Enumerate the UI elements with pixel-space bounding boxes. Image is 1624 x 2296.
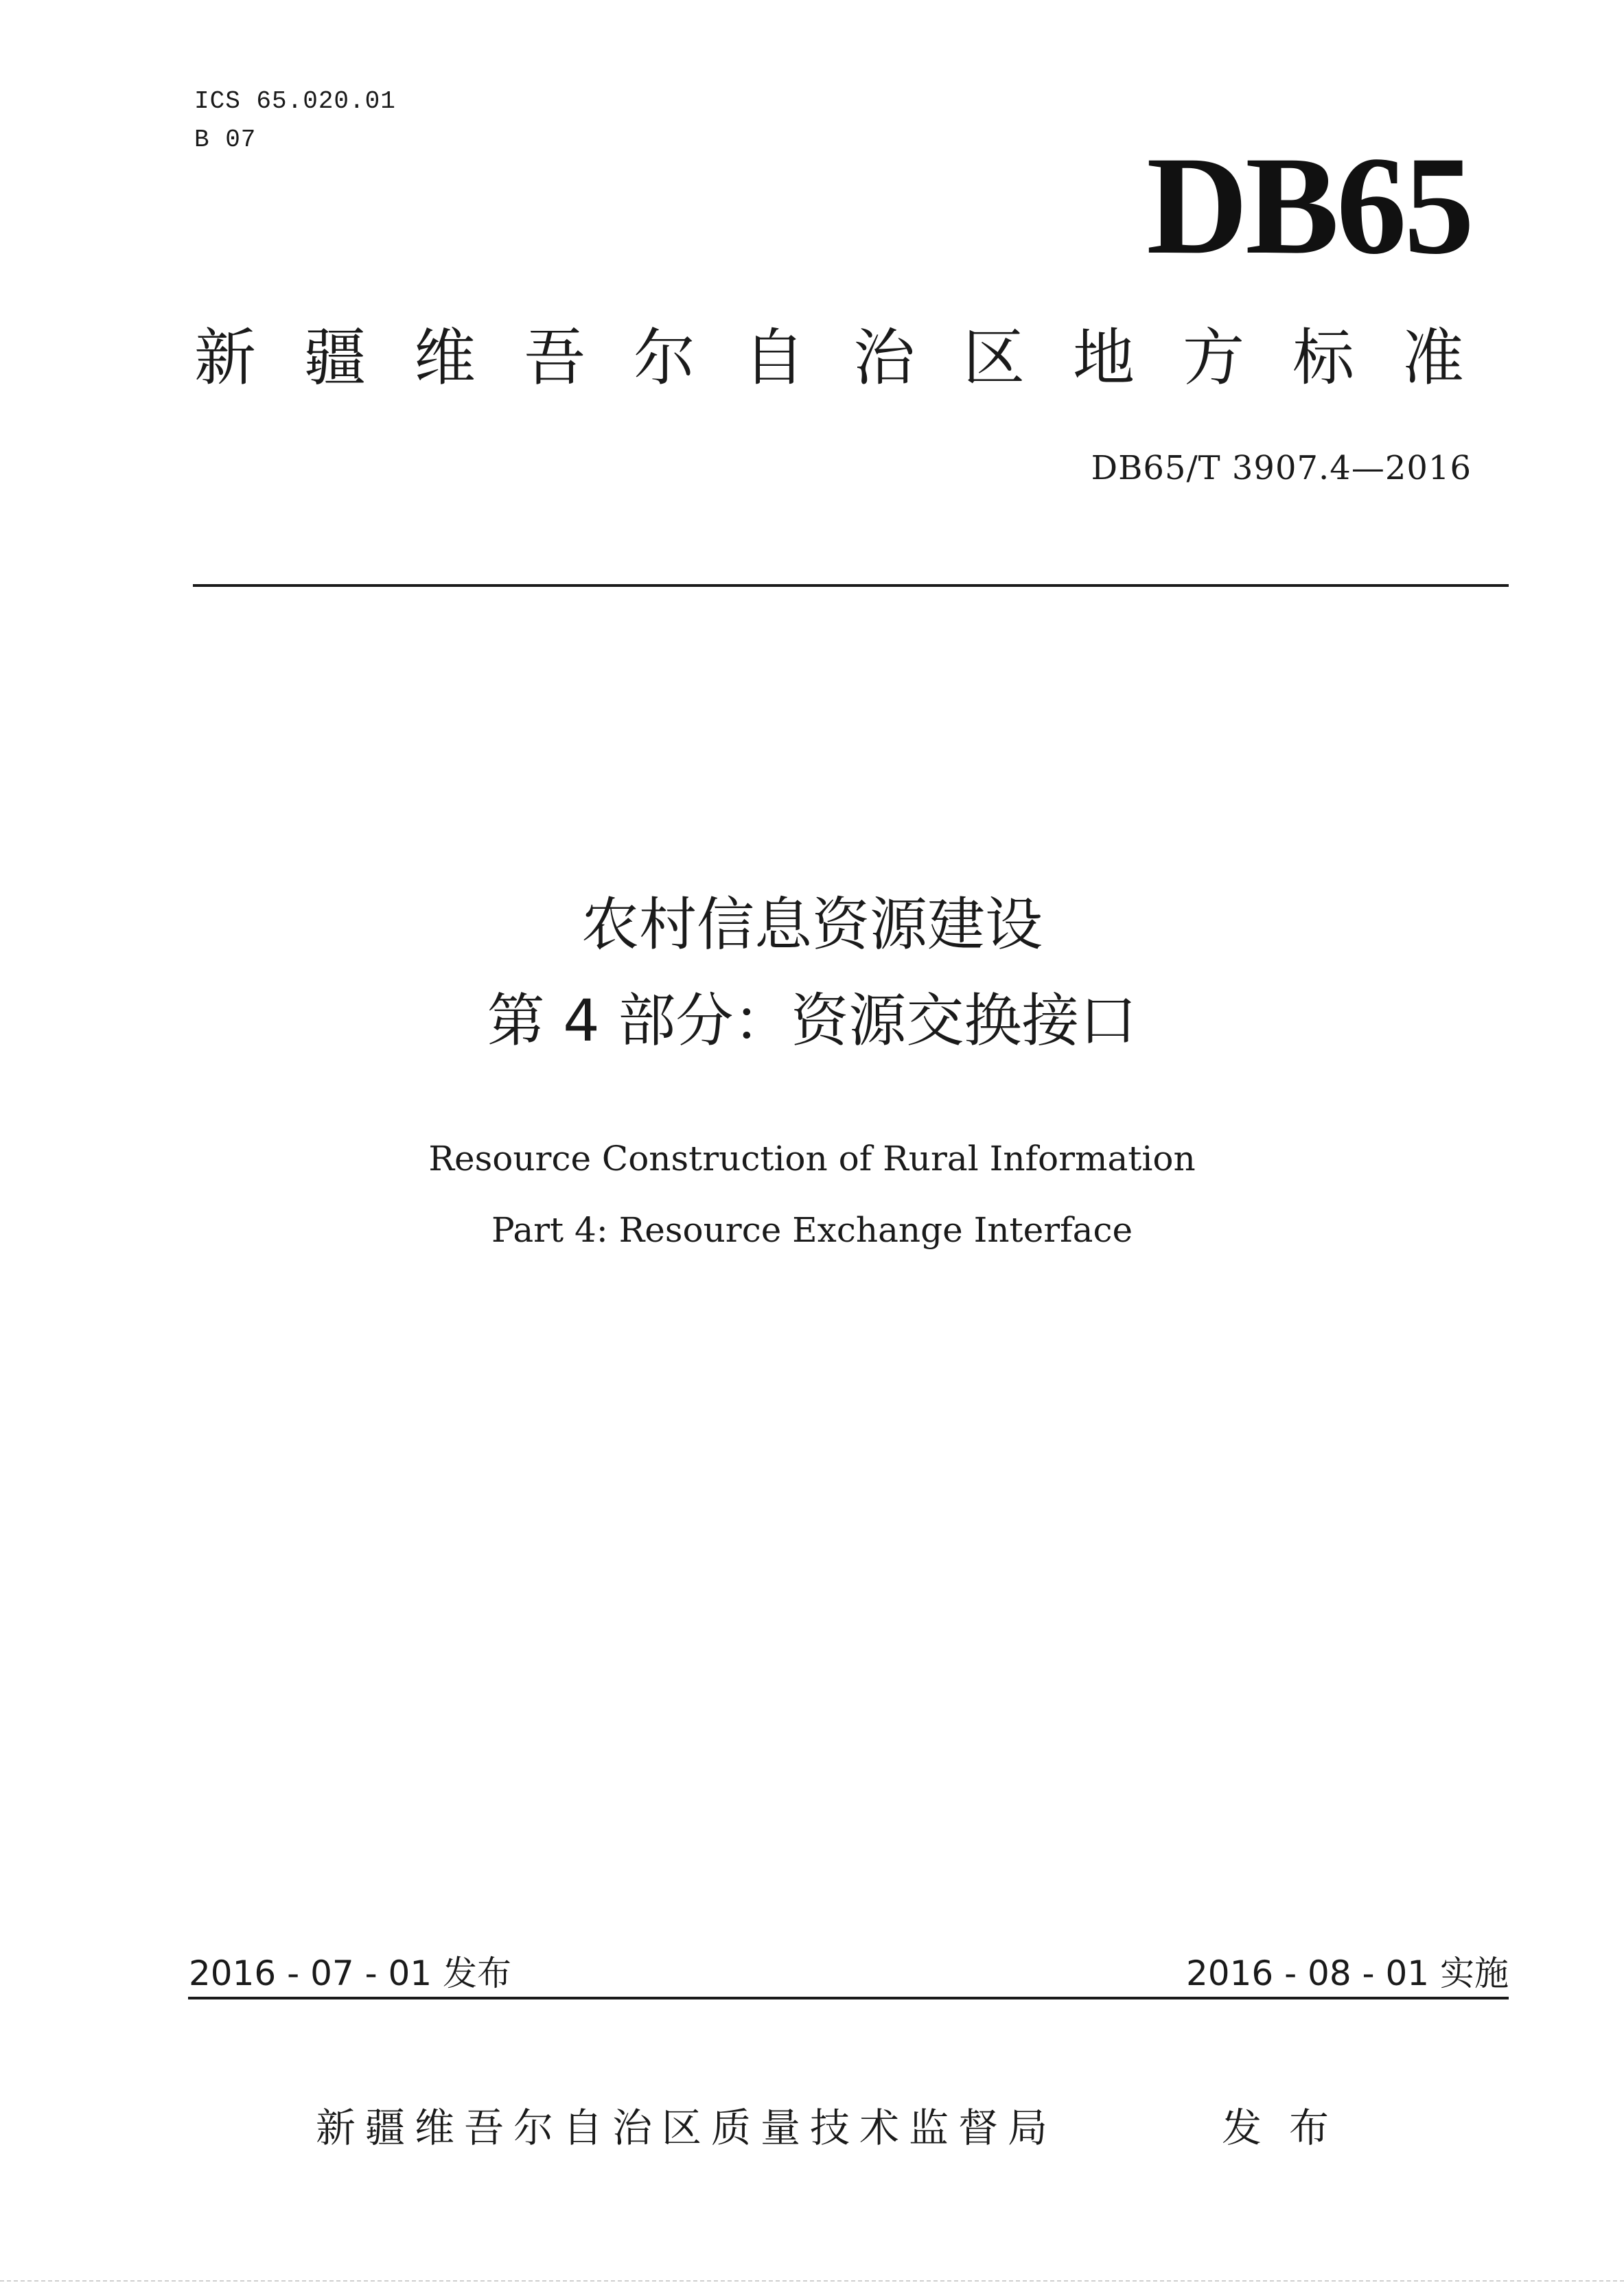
db65-logo: DB65 xyxy=(1146,128,1472,283)
publish-label: 发布 xyxy=(1222,2104,1357,2151)
standard-type-title: 新疆维吾尔自治区地方标准 xyxy=(194,322,1512,394)
standard-number: DB65/T 3907.4—2016 xyxy=(1091,449,1472,487)
classification-codes xyxy=(194,82,396,159)
ics-code: ICS 65.020.01 xyxy=(194,87,396,115)
chinese-title-line-1: 农村信息资源建设 xyxy=(581,891,1043,958)
chinese-title-line-2: 第 4 部分：资源交换接口 xyxy=(487,987,1137,1054)
implementation-date: 2016 - 08 - 01 实施 xyxy=(1185,1953,1509,1993)
english-title-line-2: Part 4: Resource Exchange Interface xyxy=(491,1210,1133,1250)
bottom-divider xyxy=(188,1997,1509,1999)
publication-date: 2016 - 07 - 01 发布 xyxy=(189,1953,512,1993)
top-divider xyxy=(193,584,1509,587)
publisher-name: 新疆维吾尔自治区质量技术监督局 xyxy=(316,2104,1058,2151)
scan-edge-artifact xyxy=(0,2280,1624,2282)
ccs-code: B 07 xyxy=(194,126,257,154)
english-title-line-1: Resource Construction of Rural Information xyxy=(428,1139,1196,1179)
